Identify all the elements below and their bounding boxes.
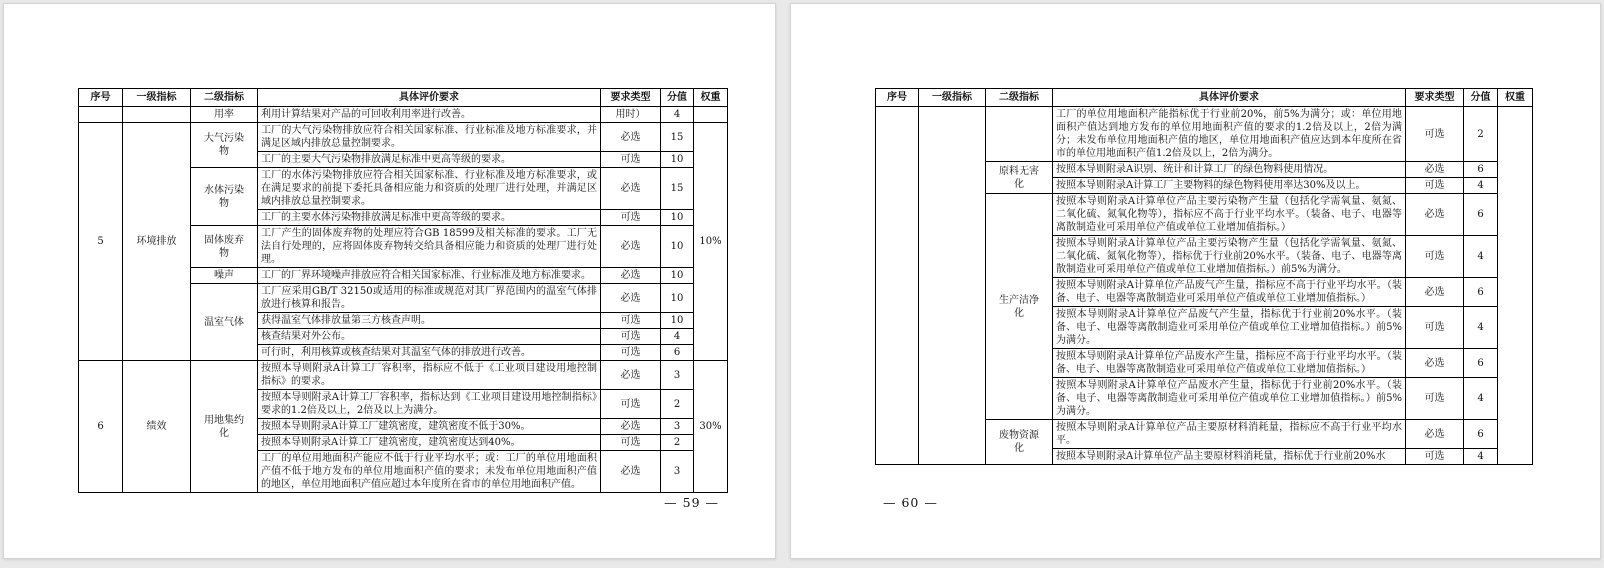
table-cell: 5 (79, 123, 123, 361)
table-cell: 可选 (601, 435, 661, 451)
column-header: 分值 (661, 89, 694, 107)
header-row (79, 89, 728, 107)
page-number: — 59 — (664, 495, 719, 510)
table-cell: 15 (661, 168, 694, 210)
table-cell: 绩效 (123, 361, 191, 493)
table-cell: 4 (1464, 449, 1498, 465)
table-cell: 按照本导则附录A计算单位产品主要污染物产生量（包括化学需氧量、氨氮、二氧化硫、氮氧化物等），指标优于行业前20%水平。（装备、电子、电器等离散制造业可采用单位产值或单位工业增加值指标。）前5%为满分。 (1053, 236, 1406, 278)
table-cell: 必选 (1406, 162, 1464, 178)
table-cell: 工厂产生的固体废弃物的处理应符合GB 18599及相关标准的要求。工厂无法自行处理的，应将固体废弃物转交给具备相应能力和资质的处理厂进行处理。 (258, 226, 601, 268)
table-cell: 必选 (601, 419, 661, 435)
page-number: — 60 — (883, 495, 938, 510)
table-cell: 按照本导则附录A计算单位产品废气产生量，指标应不高于行业平均水平。（装备、电子、电器等离散制造业可采用单位产值或单位工业增加值指标。） (1053, 278, 1406, 307)
column-header: 序号 (876, 89, 919, 107)
table-cell: 3 (661, 451, 694, 493)
table-cell: 工厂的水体污染物排放应符合相关国家标准、行业标准及地方标准要求，或在满足要求的前提下委托具备相应能力和资质的处理厂进行处理，并满足区域内排放总量控制要求。 (258, 168, 601, 210)
table-cell: 必选 (601, 226, 661, 268)
column-header: 权重 (1498, 89, 1533, 107)
evaluation-table-page-59 (78, 88, 728, 493)
table-cell: 必选 (601, 451, 661, 493)
table-cell (123, 107, 191, 123)
table-cell (694, 107, 728, 123)
table-cell: 15 (661, 123, 694, 152)
table-cell: 必选 (1406, 349, 1464, 378)
header-row (876, 89, 1533, 107)
table-cell: 30% (694, 361, 728, 493)
table-cell: 按照本导则附录A计算工厂建筑密度，建筑密度不低于30%。 (258, 419, 601, 435)
table-cell: 用地集约化 (191, 361, 258, 493)
table-row (876, 107, 1533, 162)
table-cell: 按照本导则附录A计算单位产品废水产生量，指标应不高于行业平均水平。（装备、电子、电器等离散制造业可采用单位产值或单位工业增加值指标。） (1053, 349, 1406, 378)
table-cell: 4 (661, 107, 694, 123)
column-header: 权重 (694, 89, 728, 107)
table-cell: 可选 (1406, 107, 1464, 162)
table-cell: 工厂的主要水体污染物排放满足标准中更高等级的要求。 (258, 210, 601, 226)
table-cell: 10 (661, 152, 694, 168)
table-cell: 按照本导则附录A识别、统计和计算工厂的绿色物料使用情况。 (1053, 162, 1406, 178)
table-cell: 6 (1464, 194, 1498, 236)
table-cell: 工厂的厂界环境噪声排放应符合相关国家标准、行业标准及地方标准要求。 (258, 268, 601, 284)
table-cell: 10 (661, 210, 694, 226)
table-cell: 可选 (1406, 378, 1464, 420)
table-cell: 6 (1464, 420, 1498, 449)
column-header: 一级指标 (919, 89, 986, 107)
table-row (79, 123, 728, 152)
table-cell: 噪声 (191, 268, 258, 284)
page-59 (3, 3, 776, 559)
table-cell: 按照本导则附录A计算单位产品主要污染物产生量（包括化学需氧量、氨氮、二氧化硫、氮氧化物等），指标应不高于行业平均水平。（装备、电子、电器等离散制造业可采用单位产值或单位工业增加值指标。） (1053, 194, 1406, 236)
table-cell: 按照本导则附录A计算单位产品主要原材料消耗量，指标优于行业前20%水 (1053, 449, 1406, 465)
column-header: 分值 (1464, 89, 1498, 107)
table-cell: 10 (661, 313, 694, 329)
table-cell: 10 (661, 284, 694, 313)
table-cell: 按照本导则附录A计算单位产品废水产生量，指标优于行业前20%水平。（装备、电子、电器等离散制造业可采用单位产值或单位工业增加值指标。）前5%为满分。 (1053, 378, 1406, 420)
table-cell: 必选 (1406, 278, 1464, 307)
table-cell: 按照本导则附录A计算工厂容积率，指标应不低于《工业项目建设用地控制指标》的要求。 (258, 361, 601, 390)
table-cell: 按照本导则附录A计算单位产品废气产生量，指标优于行业前20%水平。（装备、电子、电器等离散制造业可采用单位产值或单位工业增加值指标。）前5%为满分。 (1053, 307, 1406, 349)
table-cell: 可选 (601, 313, 661, 329)
table-cell: 可选 (1406, 178, 1464, 194)
table-cell: 工厂的单位用地面积产能应不低于行业平均水平；或：工厂的单位用地面积产值不低于地方发布的单位用地面积产值的要求；未发布单位用地面积产值的地区，单位用地面积产值应超过本年度所在省市的单位用地面积产值。 (258, 451, 601, 493)
table-cell: 水体污染物 (191, 168, 258, 226)
table-cell: 按照本导则附录A计算单位产品主要原材料消耗量，指标应不高于行业平均水平。 (1053, 420, 1406, 449)
table-cell: 工厂应采用GB/T 32150或适用的标准或规范对其厂界范围内的温室气体排放进行核算和报告。 (258, 284, 601, 313)
table-cell: 可选 (601, 390, 661, 419)
table-cell: 4 (661, 329, 694, 345)
column-header: 具体评价要求 (1053, 89, 1406, 107)
table-cell: 废物资源化 (986, 420, 1053, 465)
table-cell: 4 (1464, 378, 1498, 420)
table-cell: 6 (1464, 278, 1498, 307)
table-cell: 必选 (601, 361, 661, 390)
table-cell: 4 (1464, 236, 1498, 278)
table-cell: 按照本导则附录A计算工厂建筑密度，建筑密度达到40%。 (258, 435, 601, 451)
table-row (79, 107, 728, 123)
table-cell: 6 (661, 345, 694, 361)
table-cell: 可选 (601, 210, 661, 226)
table-cell: 必选 (601, 284, 661, 313)
table-cell: 可选 (601, 152, 661, 168)
table-cell: 可选 (1406, 307, 1464, 349)
table-cell: 固体废弃物 (191, 226, 258, 268)
table-row (79, 361, 728, 390)
table-cell: 10 (661, 268, 694, 284)
table-cell: 6 (1464, 349, 1498, 378)
table-cell (1498, 107, 1533, 465)
table-cell (79, 107, 123, 123)
table-cell: 必选 (601, 268, 661, 284)
table-cell: 4 (1464, 178, 1498, 194)
table-cell: 2 (661, 435, 694, 451)
table-cell: 利用计算结果对产品的可回收利用率进行改善。 (258, 107, 601, 123)
table-cell: 10% (694, 123, 728, 361)
table-cell: 2 (661, 390, 694, 419)
table-cell: 可选 (1406, 449, 1464, 465)
column-header: 二级指标 (986, 89, 1053, 107)
column-header: 要求类型 (1406, 89, 1464, 107)
table-cell: 按照本导则附录A计算工厂容积率，指标达到《工业项目建设用地控制指标》要求的1.2倍及以上，2倍及以上为满分。 (258, 390, 601, 419)
table-cell: 工厂的单位用地面积产能指标优于行业前20%，前5%为满分；或：单位用地面积产值达到地方发布的单位用地面积产值的要求的1.2倍及以上，2倍为满分；未发布单位用地面积产值的地区，单位用地面积产值应达到本年度所在省市的单位用地面积产值1.2倍及以上，2倍为满分。 (1053, 107, 1406, 162)
table-cell: 3 (661, 419, 694, 435)
table-cell: 获得温室气体排放量第三方核查声明。 (258, 313, 601, 329)
table-cell: 可选 (601, 329, 661, 345)
column-header: 序号 (79, 89, 123, 107)
table-cell: 温室气体 (191, 284, 258, 361)
table-cell (986, 107, 1053, 162)
table-cell: 工厂的主要大气污染物排放满足标准中更高等级的要求。 (258, 152, 601, 168)
table-cell: 生产洁净化 (986, 194, 1053, 420)
table-cell (876, 107, 919, 465)
table-cell: 必选 (601, 123, 661, 152)
table-cell: 4 (1464, 307, 1498, 349)
table-cell: 用时） (601, 107, 661, 123)
table-cell: 必选 (1406, 194, 1464, 236)
table-cell: 必选 (1406, 420, 1464, 449)
table-cell: 6 (1464, 162, 1498, 178)
table-cell: 原料无害化 (986, 162, 1053, 194)
table-cell: 6 (79, 361, 123, 493)
column-header: 具体评价要求 (258, 89, 601, 107)
column-header: 一级指标 (123, 89, 191, 107)
table-cell (919, 107, 986, 465)
table-cell: 3 (661, 361, 694, 390)
table-cell: 大气污染物 (191, 123, 258, 168)
page-60 (790, 3, 1601, 559)
table-cell: 核查结果对外公布。 (258, 329, 601, 345)
table-cell: 按照本导则附录A计算工厂主要物料的绿色物料使用率达30%及以上。 (1053, 178, 1406, 194)
column-header: 二级指标 (191, 89, 258, 107)
column-header: 要求类型 (601, 89, 661, 107)
table-cell: 10 (661, 226, 694, 268)
table-cell: 用率 (191, 107, 258, 123)
table-cell: 工厂的大气污染物排放应符合相关国家标准、行业标准及地方标准要求，并满足区域内排放总量控制要求。 (258, 123, 601, 152)
table-cell: 可选 (601, 345, 661, 361)
table-cell: 必选 (601, 168, 661, 210)
table-cell: 环境排放 (123, 123, 191, 361)
evaluation-table-page-60 (875, 88, 1533, 465)
table-cell: 可行时，利用核算或核查结果对其温室气体的排放进行改善。 (258, 345, 601, 361)
table-cell: 2 (1464, 107, 1498, 162)
table-cell: 可选 (1406, 236, 1464, 278)
